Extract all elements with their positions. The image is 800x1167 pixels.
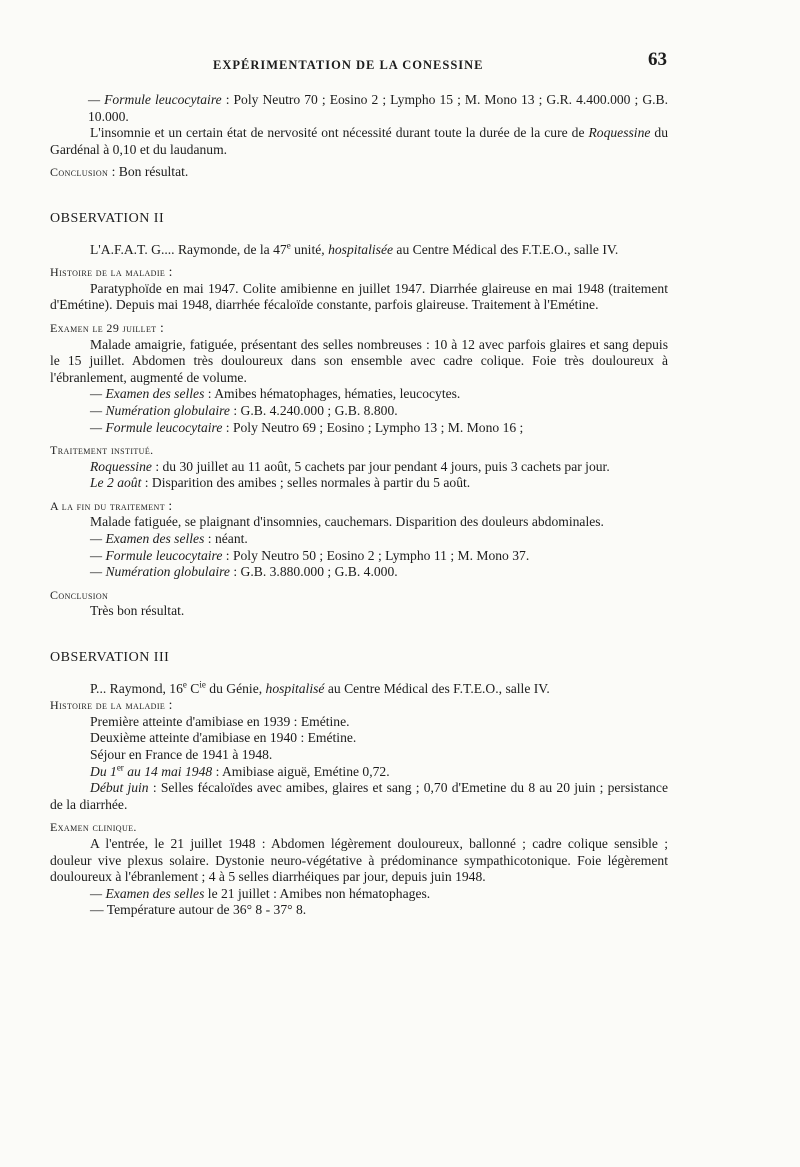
obs2-exam-heading: Examen le 29 juillet : [50, 319, 164, 335]
obs2-treatment-heading: Traitement institué. [50, 443, 154, 458]
obs2-exam-text: Malade amaigrie, fatiguée, présentant des selles nombreuses : 10 à 12 avec parfois glaires et sang depuis le 15 juillet. Abdomen très douloureux dans son ensemble avec cadre colique. Foie très douloureux à l'ébranlement, augmenté de volume. [50, 336, 668, 385]
obs2-intro: L'A.F.A.T. G.... Raymonde, de la 47e unité, hospitalisée au Centre Médical des F.T.E.O., salle IV. [90, 240, 619, 257]
obs3-history-june: Début juin : Selles fécaloïdes avec amibes, glaires et sang ; 0,70 d'Emetine du 8 au 20 juin ; persistance de la diarrhée. [50, 780, 668, 812]
obs2-exam-formula: — Formule leucocytaire : Poly Neutro 69 ; Eosino ; Lympho 13 ; M. Mono 16 ; [90, 419, 524, 435]
obs3-clinical-text: A l'entrée, le 21 juillet 1948 : Abdomen légèrement douloureux, ballonné ; cadre colique sensible ; douleur vive plexus solaire. Dystonie neuro-végétative à prédominance sympathicotonique. Foie légèrement douloureux à l'ébranlement ; 4 à 5 selles diarrhéiques par jour, depuis juin 1948. [50, 835, 668, 885]
obs2-history-text: Paratyphoïde en mai 1947. Colite amibienne en juillet 1947. Diarrhée glaireuse en mai 1948 (traitement d'Emétine). Depuis mai 1948, diarrhée fécaloïde constante, parfois glaireuse. Traitement à l'Emétine. [50, 280, 668, 313]
running-title: EXPÉRIMENTATION DE LA CONESSINE [213, 58, 484, 72]
obs2-exam-count: — Numération globulaire : G.B. 4.240.000 ; G.B. 8.800. [90, 402, 398, 418]
obs3-intro: P... Raymond, 16e $C^{ie}$ du Génie, hospitalisé au Centre Médical des F.T.E.O., salle IV. [90, 679, 550, 696]
obs2-title: OBSERVATION II [50, 210, 165, 226]
obs2-treatment-text: Roquessine : du 30 juillet au 11 août, 5 cachets par jour pendant 4 jours, puis 3 cachets par jour. [90, 458, 610, 474]
obs2-end-formula: — Formule leucocytaire : Poly Neutro 50 ; Eosino 2 ; Lympho 11 ; M. Mono 37. [90, 547, 530, 563]
obs1-formula: — Formule leucocytaire : Poly Neutro 70 ; Eosino 2 ; Lympho 15 ; M. Mono 13 ; G.R. 4.400.000 ; G.B. 10.000. [88, 92, 669, 124]
obs2-exam-stool: — Examen des selles : Amibes hématophages, hématies, leucocytes. [90, 386, 461, 402]
obs2-end-count: — Numération globulaire : G.B. 3.880.000 ; G.B. 4.000. [90, 564, 398, 580]
page-body [50, 92, 668, 919]
obs3-clinical-temp: — Température autour de 36° 8 - 37° 8. [90, 902, 307, 918]
obs1-conclusion: Conclusion : Bon résultat. [50, 164, 189, 180]
obs2-history-heading: Histoire de la maladie : [50, 264, 173, 280]
obs3-clinical-stool: — Examen des selles le 21 juillet : Amibes non hématophages. [90, 885, 431, 901]
obs3-history-line1: Première atteinte d'amibiase en 1939 : Emétine. [90, 713, 350, 729]
obs3-history-line3: Séjour en France de 1941 à 1948. [90, 747, 273, 762]
obs2-end-heading: A la fin du traitement : [50, 497, 173, 513]
obs2-end-stool: — Examen des selles : néant. [90, 531, 248, 547]
obs3-history-date: Du 1er au 14 mai 1948 : Amibiase aiguë, Emétine 0,72. [90, 762, 390, 779]
obs3-clinical-heading: Examen clinique. [50, 820, 137, 835]
obs2-treatment-date: Le 2 août : Disparition des amibes ; selles normales à partir du 5 août. [90, 475, 471, 491]
page-header [0, 49, 800, 76]
obs3-title: OBSERVATION III [50, 650, 170, 666]
page-number: 63 [648, 49, 667, 70]
obs2-conclusion-text: Très bon résultat. [90, 603, 185, 619]
obs2-conclusion-heading: Conclusion [50, 587, 109, 602]
obs2-end-text: Malade fatiguée, se plaignant d'insomnies, cauchemars. Disparition des douleurs abdominales. [90, 514, 604, 530]
obs3-history-heading: Histoire de la maladie : [50, 697, 173, 713]
obs1-insomnia: L'insomnie et un certain état de nervosité ont nécessité durant toute la durée de la cure de Roquessine du Gardénal à 0,10 et du laudanum. [50, 125, 669, 157]
obs3-history-line2: Deuxième atteinte d'amibiase en 1940 : Emétine. [90, 730, 357, 746]
